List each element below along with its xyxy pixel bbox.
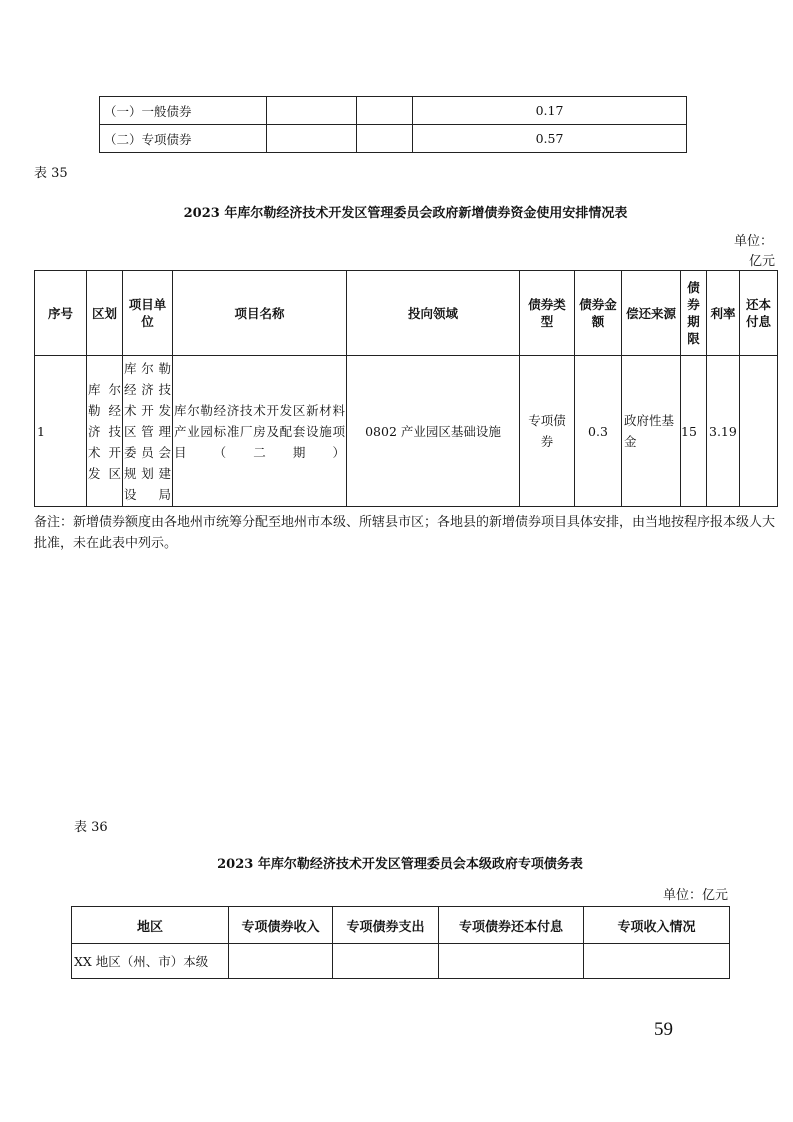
table35: [34, 270, 778, 507]
table35-header-row: [35, 271, 778, 356]
header-repay: 还本付息: [740, 271, 778, 356]
header-income: 专项债券收入: [229, 907, 333, 944]
cell-expense: [333, 944, 439, 979]
page-number: 59: [654, 1019, 673, 1040]
row-name: （二）专项债券: [100, 125, 267, 153]
cell-repay: [740, 356, 778, 507]
header-repayment: 专项债券还本付息: [439, 907, 584, 944]
table-row: [100, 97, 687, 125]
cell-amount: 0.3: [575, 356, 622, 507]
header-district: 区划: [87, 271, 123, 356]
cell-repayment: [439, 944, 584, 979]
table35-note: 备注：新增债券额度由各地州市统筹分配至地州市本级、所辖县市区；各地县的新增债券项目具体安排，由当地按程序报本级人大批准，未在此表中列示。: [34, 515, 776, 551]
row-amount: 0.57: [413, 125, 687, 153]
table35-unit-value: 亿元: [748, 254, 775, 269]
table-row: [100, 125, 687, 153]
header-term: 债券期限: [681, 271, 707, 356]
cell-district: 库尔勒经济技术开发区: [87, 356, 123, 507]
cell-revenue-status: [584, 944, 730, 979]
table36-unit: 单位：亿元: [662, 888, 728, 903]
table35-unit-prefix: 单位：: [733, 234, 773, 249]
table36-header-row: [72, 907, 730, 944]
cell-income: [229, 944, 333, 979]
cell-seq: 1: [35, 356, 87, 507]
cell-source: 政府性基金: [622, 356, 681, 507]
row-name: （一）一般债券: [100, 97, 267, 125]
top-continuation-table: [99, 96, 687, 153]
cell-rate: 3.19: [707, 356, 740, 507]
table-row: [35, 356, 778, 507]
header-unit: 项目单位: [123, 271, 173, 356]
cell-unit: 库尔勒经济技术开发区管理委员会规划建设局: [123, 356, 173, 507]
header-type: 债券类型: [520, 271, 575, 356]
table36: [71, 906, 730, 979]
table35-title: 2023 年库尔勒经济技术开发区管理委员会政府新增债券资金使用安排情况表: [183, 206, 628, 221]
table35-label: 表 35: [34, 166, 68, 181]
header-revenue-status: 专项收入情况: [584, 907, 730, 944]
table36-title: 2023 年库尔勒经济技术开发区管理委员会本级政府专项债务表: [217, 857, 583, 872]
cell-region: XX 地区（州、市）本级: [72, 944, 229, 979]
header-source: 偿还来源: [622, 271, 681, 356]
cell-term: 15: [681, 356, 707, 507]
cell-project-name: 库尔勒经济技术开发区新材料产业园标准厂房及配套设施项目（二期）: [173, 356, 347, 507]
cell-field: 0802 产业园区基础设施: [347, 356, 520, 507]
header-expense: 专项债券支出: [333, 907, 439, 944]
header-region: 地区: [72, 907, 229, 944]
header-name: 项目名称: [173, 271, 347, 356]
table-row: [72, 944, 730, 979]
cell-type: 专项债券: [520, 356, 575, 507]
header-amount: 债券金额: [575, 271, 622, 356]
header-seq: 序号: [35, 271, 87, 356]
row-amount: 0.17: [413, 97, 687, 125]
header-rate: 利率: [707, 271, 740, 356]
table36-label: 表 36: [74, 820, 108, 835]
header-field: 投向领域: [347, 271, 520, 356]
